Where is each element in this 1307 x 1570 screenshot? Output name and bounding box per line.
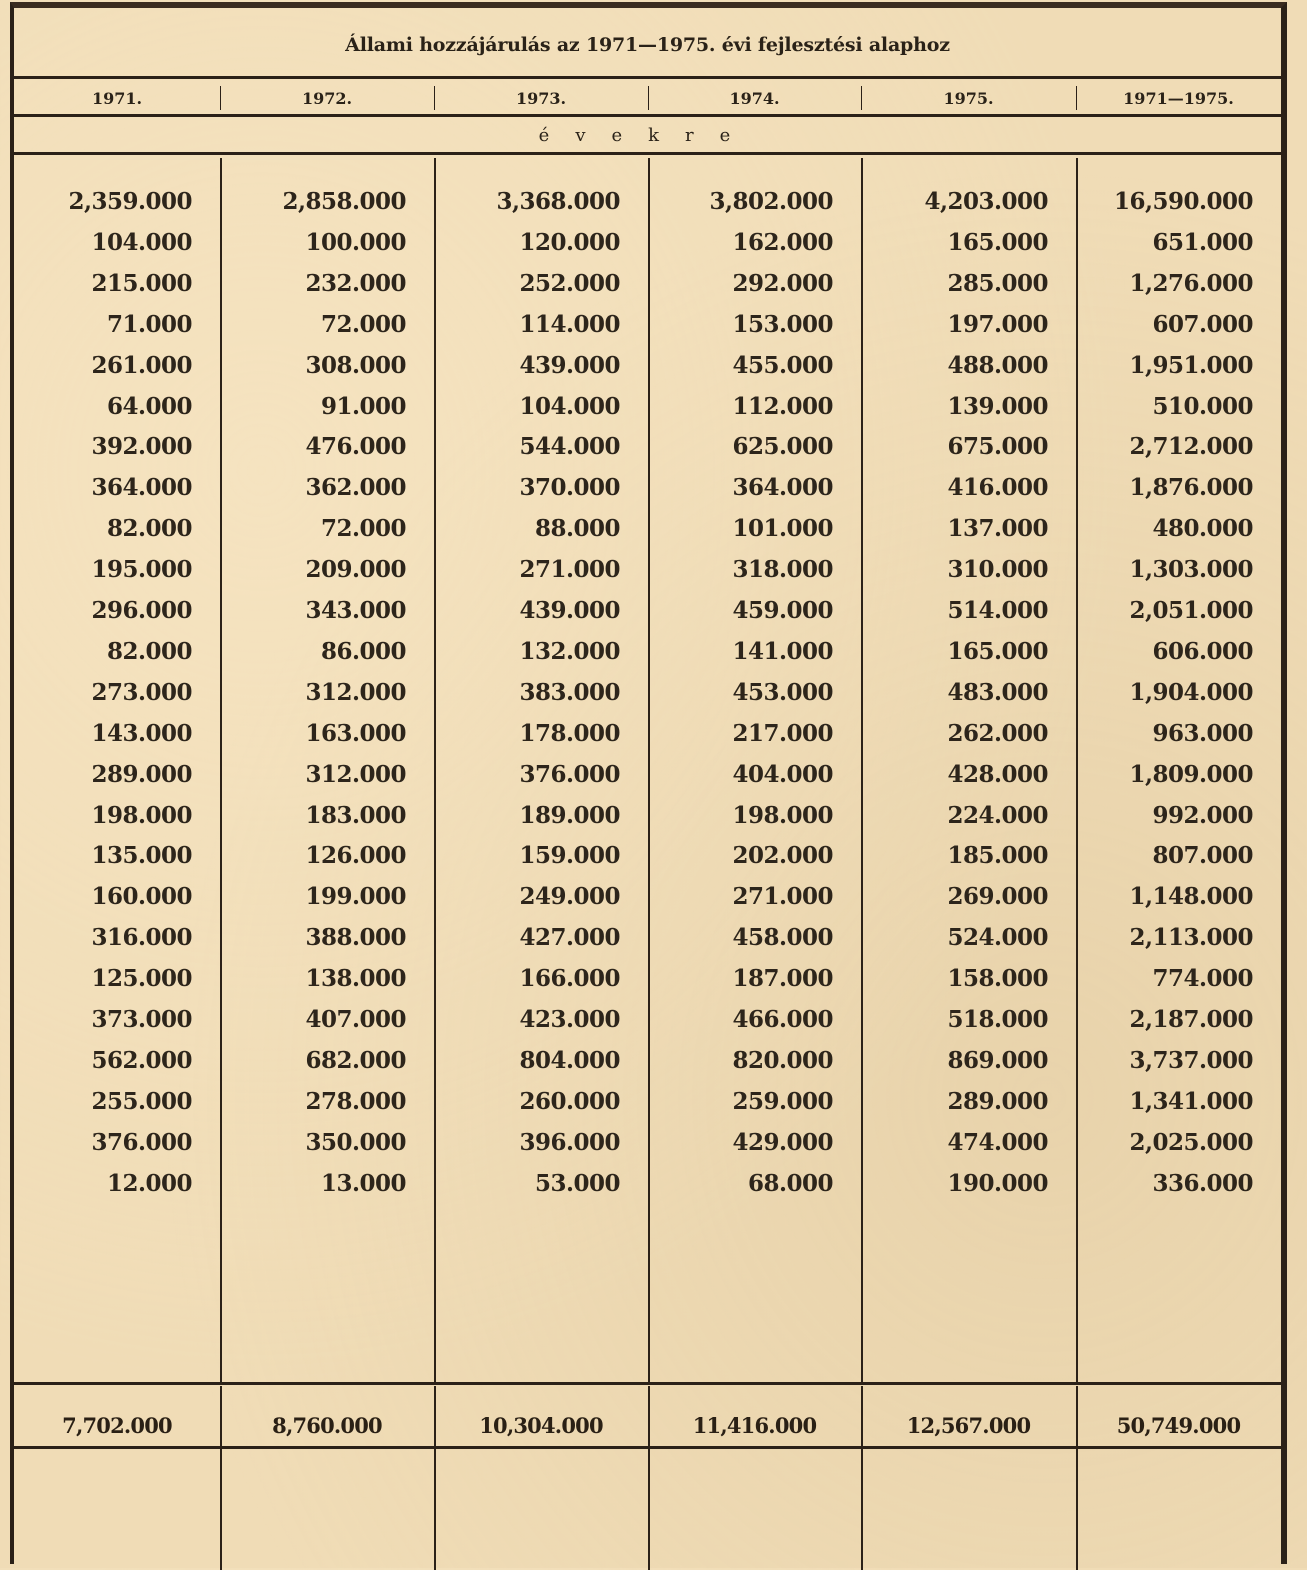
- cell-1973: 53.000: [534, 1169, 620, 1197]
- cell-1972: 91.000: [320, 392, 406, 420]
- column-header-1972: 1972.: [301, 89, 353, 108]
- table-row: [14, 1164, 1281, 1204]
- cell-1972: 407.000: [305, 1006, 406, 1033]
- cell-1971: 198.000: [91, 801, 192, 829]
- cell-1974: 202.000: [732, 842, 833, 870]
- cell-total: 607.000: [1152, 310, 1253, 338]
- cell-1974: 101.000: [732, 515, 833, 543]
- cell-1973: 178.000: [519, 719, 620, 747]
- cell-1972: 209.000: [305, 556, 406, 584]
- cell-1974: 217.000: [732, 719, 833, 747]
- cell-1972: 138.000: [305, 965, 406, 993]
- cell-1972: 350.000: [305, 1128, 406, 1156]
- table-row: [14, 877, 1281, 917]
- cell-1974: 68.000: [747, 1169, 833, 1197]
- header-divider: [861, 86, 862, 110]
- table-row: [14, 714, 1281, 754]
- cell-1973: 376.000: [519, 760, 620, 788]
- cell-1972: 100.000: [305, 228, 406, 256]
- cell-1972: 232.000: [305, 269, 406, 297]
- cell-total: 1,276.000: [1129, 269, 1253, 297]
- cell-1975: 224.000: [947, 801, 1048, 829]
- cell-1974: 429.000: [732, 1128, 833, 1156]
- total-1971-1975: 50,749.000: [1116, 1413, 1241, 1438]
- table-row: [14, 796, 1281, 836]
- cell-1971: 255.000: [91, 1087, 192, 1115]
- cell-1975: 474.000: [947, 1128, 1048, 1156]
- table-row: [14, 755, 1281, 795]
- cell-1975: 165.000: [947, 228, 1048, 256]
- cell-1974: 455.000: [732, 351, 833, 379]
- cell-1973: 249.000: [519, 883, 620, 911]
- cell-1973: 544.000: [519, 433, 620, 461]
- cell-1972: 2,858.000: [282, 188, 406, 215]
- cell-1972: 126.000: [305, 842, 406, 870]
- cell-total: 480.000: [1152, 515, 1253, 543]
- cell-total: 1,148.000: [1129, 883, 1253, 911]
- cell-1974: 453.000: [732, 678, 833, 706]
- cell-1972: 13.000: [320, 1169, 406, 1197]
- cell-total: 774.000: [1152, 965, 1253, 993]
- cell-1973: 3,368.000: [496, 188, 620, 215]
- table-row: [14, 591, 1281, 631]
- cell-1973: 114.000: [519, 310, 620, 338]
- cell-1975: 165.000: [947, 637, 1048, 665]
- table-row: [14, 305, 1281, 345]
- cell-1975: 269.000: [947, 883, 1048, 911]
- cell-1971: 12.000: [106, 1169, 192, 1197]
- cell-total: 1,303.000: [1129, 556, 1253, 584]
- table-row: [14, 1000, 1281, 1040]
- table-row: [14, 427, 1281, 467]
- cell-1971: 82.000: [106, 515, 192, 543]
- cell-total: 16,590.000: [1113, 188, 1253, 215]
- cell-1974: 3,802.000: [709, 188, 833, 215]
- cell-1975: 190.000: [947, 1169, 1048, 1197]
- cell-1972: 682.000: [305, 1046, 406, 1074]
- cell-1975: 514.000: [947, 597, 1048, 624]
- cell-total: 963.000: [1152, 719, 1253, 747]
- cell-1971: 289.000: [91, 760, 192, 788]
- cell-1973: 427.000: [519, 924, 620, 952]
- cell-1971: 160.000: [91, 883, 192, 911]
- cell-1972: 312.000: [305, 760, 406, 788]
- column-divider: [434, 1386, 436, 1570]
- cell-1971: 195.000: [91, 556, 192, 584]
- cell-1971: 273.000: [91, 678, 192, 706]
- cell-1971: 296.000: [91, 597, 192, 624]
- cell-total: 1,904.000: [1129, 678, 1253, 706]
- cell-1972: 343.000: [305, 597, 406, 624]
- cell-1971: 376.000: [91, 1128, 192, 1156]
- cell-1973: 423.000: [519, 1006, 620, 1033]
- cell-1972: 72.000: [320, 310, 406, 338]
- cell-1973: 166.000: [519, 965, 620, 993]
- cell-1973: 189.000: [519, 801, 620, 829]
- cell-1974: 820.000: [732, 1046, 833, 1074]
- cell-1971: 143.000: [91, 719, 192, 747]
- column-divider: [861, 1386, 863, 1570]
- cell-1974: 187.000: [732, 965, 833, 993]
- cell-1971: 64.000: [106, 392, 192, 420]
- cell-1972: 183.000: [305, 801, 406, 829]
- cell-1975: 310.000: [947, 556, 1048, 584]
- subheader-evekre: évekre: [538, 125, 757, 146]
- table-title: Állami hozzájárulás az 1971—1975. évi fejlesztési alaphoz: [345, 34, 950, 56]
- cell-1975: 137.000: [947, 515, 1048, 543]
- table-row: [14, 673, 1281, 713]
- cell-1972: 388.000: [305, 924, 406, 952]
- cell-total: 1,341.000: [1129, 1087, 1253, 1115]
- rule-below-header: [14, 114, 1281, 117]
- table-row: [14, 387, 1281, 427]
- total-1971: 7,702.000: [62, 1413, 172, 1438]
- cell-1974: 162.000: [732, 228, 833, 256]
- table-row: [14, 509, 1281, 549]
- cell-1971: 373.000: [91, 1006, 192, 1033]
- column-header-total: 1971—1975.: [1123, 89, 1234, 108]
- table-row: [14, 918, 1281, 958]
- table-row: [14, 1082, 1281, 1122]
- cell-total: 2,712.000: [1129, 433, 1253, 461]
- cell-1971: 215.000: [91, 269, 192, 297]
- cell-total: 336.000: [1152, 1169, 1253, 1197]
- cell-1973: 383.000: [519, 678, 620, 706]
- column-divider: [648, 1386, 650, 1570]
- cell-1975: 675.000: [947, 433, 1048, 461]
- cell-1971: 261.000: [91, 351, 192, 379]
- table-row: [14, 468, 1281, 508]
- cell-1973: 804.000: [519, 1046, 620, 1074]
- cell-1973: 439.000: [519, 597, 620, 624]
- cell-1974: 153.000: [732, 310, 833, 338]
- cell-1974: 459.000: [732, 597, 833, 624]
- cell-1972: 308.000: [305, 351, 406, 379]
- cell-1973: 88.000: [534, 515, 620, 543]
- cell-total: 606.000: [1152, 637, 1253, 665]
- cell-total: 992.000: [1152, 801, 1253, 829]
- cell-total: 2,025.000: [1129, 1128, 1253, 1156]
- cell-1973: 132.000: [519, 637, 620, 665]
- table-row: [14, 264, 1281, 304]
- table-row: [14, 346, 1281, 386]
- rule-top-header: [14, 76, 1281, 79]
- cell-1973: 120.000: [519, 228, 620, 256]
- cell-total: 2,051.000: [1129, 597, 1253, 624]
- cell-1975: 488.000: [947, 351, 1048, 379]
- cell-1971: 104.000: [91, 228, 192, 256]
- cell-1973: 159.000: [519, 842, 620, 870]
- cell-1974: 458.000: [732, 924, 833, 952]
- column-divider: [220, 1386, 222, 1570]
- cell-1975: 139.000: [947, 392, 1048, 420]
- rule-below-subheader: [14, 152, 1281, 155]
- header-divider: [220, 86, 221, 110]
- cell-1975: 289.000: [947, 1087, 1048, 1115]
- cell-total: 3,737.000: [1129, 1046, 1253, 1074]
- cell-1974: 364.000: [732, 474, 833, 502]
- cell-1975: 285.000: [947, 269, 1048, 297]
- cell-1971: 392.000: [91, 433, 192, 461]
- cell-total: 2,187.000: [1129, 1006, 1253, 1033]
- cell-1971: 364.000: [91, 474, 192, 502]
- table-row: [14, 1041, 1281, 1081]
- cell-1972: 86.000: [320, 637, 406, 665]
- cell-1975: 158.000: [947, 965, 1048, 993]
- cell-total: 651.000: [1152, 228, 1253, 256]
- table-row: [14, 632, 1281, 672]
- cell-1972: 163.000: [305, 719, 406, 747]
- cell-1974: 259.000: [732, 1087, 833, 1115]
- cell-1973: 439.000: [519, 351, 620, 379]
- cell-1971: 135.000: [91, 842, 192, 870]
- cell-1973: 260.000: [519, 1087, 620, 1115]
- cell-1972: 72.000: [320, 515, 406, 543]
- cell-1974: 271.000: [732, 883, 833, 911]
- table-row: [14, 182, 1281, 222]
- cell-1971: 125.000: [91, 965, 192, 993]
- cell-1971: 2,359.000: [68, 188, 192, 215]
- table-row: [14, 836, 1281, 876]
- cell-1971: 82.000: [106, 637, 192, 665]
- cell-1972: 278.000: [305, 1087, 406, 1115]
- cell-1971: 71.000: [106, 310, 192, 338]
- cell-1974: 466.000: [732, 1006, 833, 1033]
- cell-1972: 362.000: [305, 474, 406, 502]
- column-header-1973: 1973.: [515, 89, 567, 108]
- total-1972: 8,760.000: [272, 1413, 382, 1438]
- cell-1975: 262.000: [947, 719, 1048, 747]
- header-divider: [434, 86, 435, 110]
- cell-1972: 312.000: [305, 678, 406, 706]
- cell-1973: 370.000: [519, 474, 620, 502]
- table-frame: [10, 2, 1287, 1564]
- table-row: [14, 223, 1281, 263]
- cell-1974: 625.000: [732, 433, 833, 461]
- column-header-1971: 1971.: [91, 89, 143, 108]
- cell-1975: 428.000: [947, 760, 1048, 788]
- cell-1975: 4,203.000: [924, 188, 1048, 215]
- column-header-1975: 1975.: [943, 89, 994, 108]
- cell-1973: 396.000: [519, 1128, 620, 1156]
- cell-1975: 197.000: [947, 310, 1048, 338]
- cell-1975: 869.000: [947, 1046, 1048, 1074]
- table-row: [14, 550, 1281, 590]
- cell-1971: 316.000: [91, 924, 192, 952]
- cell-1972: 199.000: [305, 883, 406, 911]
- cell-1975: 524.000: [947, 924, 1048, 952]
- cell-1974: 141.000: [732, 637, 833, 665]
- cell-1975: 483.000: [947, 678, 1048, 706]
- cell-total: 510.000: [1152, 392, 1253, 420]
- cell-1972: 476.000: [305, 433, 406, 461]
- column-divider: [1076, 1386, 1078, 1570]
- cell-total: 1,809.000: [1129, 760, 1253, 788]
- header-divider: [1076, 86, 1077, 110]
- cell-1975: 518.000: [947, 1006, 1048, 1033]
- column-header-1974: 1974.: [729, 89, 780, 108]
- cell-total: 1,876.000: [1129, 474, 1253, 502]
- cell-1975: 185.000: [947, 842, 1048, 870]
- header-divider: [648, 86, 649, 110]
- table-row: [14, 1123, 1281, 1163]
- cell-1973: 104.000: [519, 392, 620, 420]
- total-1975: 12,567.000: [906, 1413, 1031, 1438]
- cell-1973: 252.000: [519, 269, 620, 297]
- rule-above-totals: [14, 1382, 1281, 1385]
- cell-1973: 271.000: [519, 556, 620, 584]
- table-row: [14, 959, 1281, 999]
- cell-1971: 562.000: [91, 1046, 192, 1074]
- cell-1974: 198.000: [732, 801, 833, 829]
- cell-1975: 416.000: [947, 474, 1048, 502]
- total-1974: 11,416.000: [692, 1413, 817, 1438]
- total-1973: 10,304.000: [479, 1413, 603, 1438]
- cell-total: 2,113.000: [1129, 924, 1253, 952]
- cell-1974: 292.000: [732, 269, 833, 297]
- cell-total: 1,951.000: [1129, 351, 1253, 379]
- cell-total: 807.000: [1152, 842, 1253, 870]
- cell-1974: 318.000: [732, 556, 833, 584]
- cell-1974: 112.000: [732, 392, 833, 420]
- cell-1974: 404.000: [732, 760, 833, 788]
